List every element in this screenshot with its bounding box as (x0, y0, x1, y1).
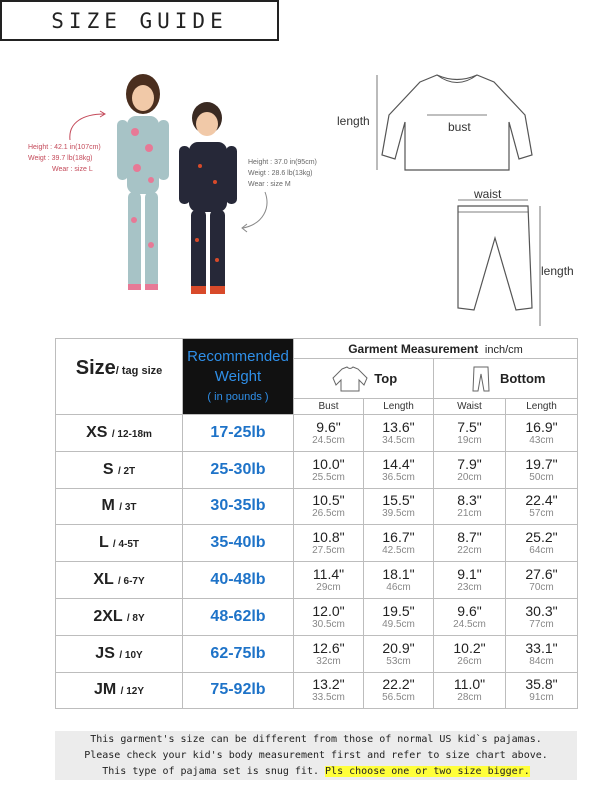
size-cell: XL / 6-7Y (56, 562, 183, 599)
garment-measurement-header: Garment Measurement inch/cm (294, 339, 578, 359)
table-row (56, 415, 578, 452)
weight-cell: 30-35lb (183, 488, 294, 525)
measure-cell-bust: 12.0" 30.5cm (294, 598, 364, 635)
weight-cell: 48-62lb (183, 598, 294, 635)
measure-cell-blen: 27.6" 70cm (506, 562, 578, 599)
measure-cell-tlen: 13.6" 34.5cm (364, 415, 434, 452)
measure-cell-bust: 10.0" 25.5cm (294, 451, 364, 488)
measure-cell-bust: 10.8" 27.5cm (294, 525, 364, 562)
bottom-length-label: length (541, 264, 574, 278)
size-cell: L / 4-5T (56, 525, 183, 562)
measure-cell-tlen: 14.4" 36.5cm (364, 451, 434, 488)
model-left-weight: Weigt : 39.7 lb(18kg) (28, 155, 93, 162)
size-cell: XS / 12-18m (56, 415, 183, 452)
model-left-info (28, 142, 101, 175)
bottom-waist-label: waist (474, 187, 502, 201)
measure-cell-tlen: 22.2" 56.5cm (364, 672, 434, 709)
col-bottom-length: Length (506, 399, 578, 415)
measure-cell-tlen: 16.7" 42.5cm (364, 525, 434, 562)
measure-cell-blen: 25.2" 64cm (506, 525, 578, 562)
bottom-garment-diagram (450, 198, 550, 338)
measure-cell-waist: 9.6" 24.5cm (434, 598, 506, 635)
measure-cell-bust: 9.6" 24.5cm (294, 415, 364, 452)
measure-cell-waist: 7.9" 20cm (434, 451, 506, 488)
measure-cell-bust: 13.2" 33.5cm (294, 672, 364, 709)
fit-note-line1: This garment's size can be different from those of normal US kid`s pajamas. (90, 733, 542, 745)
size-header: Size/ tag size (56, 339, 183, 399)
weight-cell: 62-75lb (183, 635, 294, 672)
page-title: SIZE GUIDE (0, 0, 279, 41)
model-left-wear: Wear : size L (52, 166, 93, 173)
measure-cell-waist: 9.1" 23cm (434, 562, 506, 599)
fit-note-line2: Please check your kid's body measurement first and refer to size chart above. (84, 749, 548, 761)
fit-note-line3: This type of pajama set is snug fit. Pls choose one or two size bigger. (102, 765, 530, 777)
measure-cell-bust: 11.4" 29cm (294, 562, 364, 599)
measure-cell-tlen: 15.5" 39.5cm (364, 488, 434, 525)
col-waist: Waist (434, 399, 506, 415)
model-left-height: Height : 42.1 in(107cm) (28, 144, 101, 151)
model-right-wear: Wear : size M (248, 181, 291, 188)
model-right-height: Height : 37.0 in(95cm) (248, 159, 317, 166)
size-cell: JM / 12Y (56, 672, 183, 709)
measure-cell-bust: 10.5" 26.5cm (294, 488, 364, 525)
measure-cell-blen: 22.4" 57cm (506, 488, 578, 525)
measure-cell-blen: 33.1" 84cm (506, 635, 578, 672)
measure-cell-waist: 8.3" 21cm (434, 488, 506, 525)
fit-note (55, 731, 577, 780)
weight-cell: 17-25lb (183, 415, 294, 452)
top-length-label: length (337, 114, 370, 128)
table-row (56, 451, 578, 488)
measure-cell-waist: 10.2" 26cm (434, 635, 506, 672)
bottom-header: Bottom (434, 359, 578, 399)
pants-icon (466, 364, 496, 394)
table-row (56, 488, 578, 525)
shirt-icon (330, 365, 370, 393)
measure-cell-blen: 16.9" 43cm (506, 415, 578, 452)
weight-cell: 40-48lb (183, 562, 294, 599)
weight-cell: 75-92lb (183, 672, 294, 709)
top-header: Top (294, 359, 434, 399)
weight-cell: 35-40lb (183, 525, 294, 562)
model-right-info (248, 157, 317, 190)
measure-cell-blen: 35.8" 91cm (506, 672, 578, 709)
size-up-highlight: Pls choose one or two size bigger. (325, 765, 530, 777)
size-cell: S / 2T (56, 451, 183, 488)
table-row (56, 562, 578, 599)
measure-cell-tlen: 20.9" 53cm (364, 635, 434, 672)
table-row (56, 525, 578, 562)
arrow-icon (235, 188, 275, 238)
size-cell: JS / 10Y (56, 635, 183, 672)
size-cell: M / 3T (56, 488, 183, 525)
recommended-weight-header: Recommended Weight ( in pounds ) (183, 339, 294, 415)
measure-cell-blen: 19.7" 50cm (506, 451, 578, 488)
measure-cell-waist: 11.0" 28cm (434, 672, 506, 709)
table-row (56, 672, 578, 709)
table-row (56, 598, 578, 635)
kids-photo (105, 70, 255, 310)
measure-cell-bust: 12.6" 32cm (294, 635, 364, 672)
size-cell: 2XL / 8Y (56, 598, 183, 635)
size-table (55, 338, 578, 709)
top-bust-label: bust (448, 120, 471, 134)
measure-cell-tlen: 19.5" 49.5cm (364, 598, 434, 635)
measure-cell-waist: 7.5" 19cm (434, 415, 506, 452)
model-right-weight: Weigt : 28.6 lb(13kg) (248, 170, 313, 177)
measure-cell-waist: 8.7" 22cm (434, 525, 506, 562)
col-bust: Bust (294, 399, 364, 415)
measure-cell-tlen: 18.1" 46cm (364, 562, 434, 599)
table-row (56, 635, 578, 672)
measure-cell-blen: 30.3" 77cm (506, 598, 578, 635)
col-top-length: Length (364, 399, 434, 415)
weight-cell: 25-30lb (183, 451, 294, 488)
